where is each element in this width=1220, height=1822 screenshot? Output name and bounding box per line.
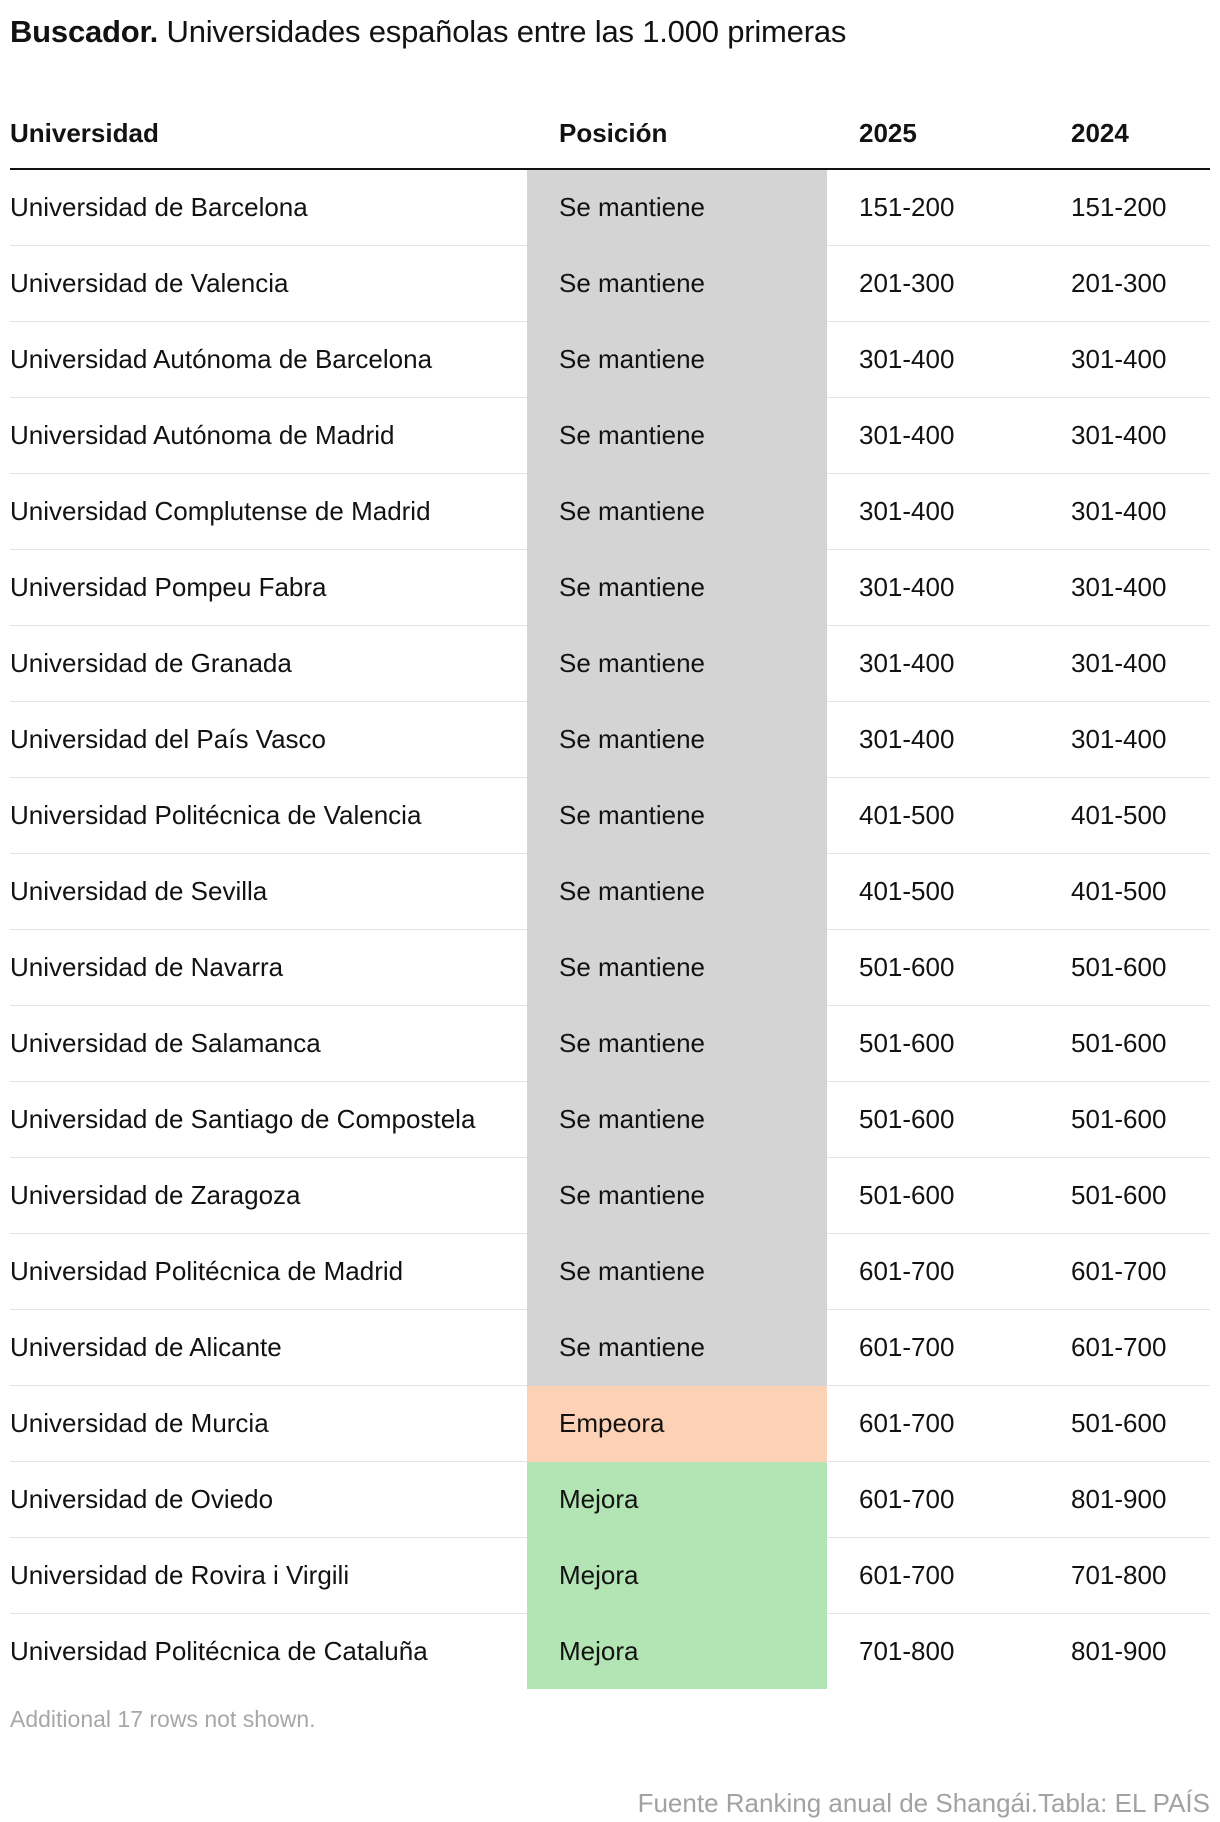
cell-2024: 801-900 bbox=[1039, 1462, 1210, 1538]
cell-posicion: Se mantiene bbox=[527, 1082, 827, 1158]
cell-2025: 601-700 bbox=[827, 1386, 1039, 1462]
cell-2025: 501-600 bbox=[827, 1006, 1039, 1082]
table-row bbox=[10, 474, 1210, 550]
cell-2024: 301-400 bbox=[1039, 398, 1210, 474]
cell-2024: 501-600 bbox=[1039, 1006, 1210, 1082]
table-row bbox=[10, 702, 1210, 778]
cell-2024: 501-600 bbox=[1039, 1082, 1210, 1158]
cell-2024: 301-400 bbox=[1039, 550, 1210, 626]
cell-2024: 151-200 bbox=[1039, 169, 1210, 246]
cell-posicion: Se mantiene bbox=[527, 550, 827, 626]
cell-universidad: Universidad Politécnica de Madrid bbox=[10, 1234, 527, 1310]
cell-universidad: Universidad de Valencia bbox=[10, 246, 527, 322]
cell-2025: 301-400 bbox=[827, 322, 1039, 398]
table-row bbox=[10, 1310, 1210, 1386]
cell-2025: 501-600 bbox=[827, 1082, 1039, 1158]
table-row bbox=[10, 778, 1210, 854]
cell-posicion: Se mantiene bbox=[527, 474, 827, 550]
cell-2025: 601-700 bbox=[827, 1462, 1039, 1538]
cell-2025: 301-400 bbox=[827, 474, 1039, 550]
cell-posicion: Empeora bbox=[527, 1386, 827, 1462]
cell-posicion: Mejora bbox=[527, 1462, 827, 1538]
cell-posicion: Se mantiene bbox=[527, 778, 827, 854]
cell-2025: 401-500 bbox=[827, 778, 1039, 854]
cell-universidad: Universidad de Barcelona bbox=[10, 169, 527, 246]
table-row bbox=[10, 930, 1210, 1006]
cell-2024: 801-900 bbox=[1071, 1636, 1167, 1666]
cell-universidad: Universidad de Navarra bbox=[10, 930, 527, 1006]
cell-2025: 501-600 bbox=[827, 930, 1039, 1006]
cell-2024: 401-500 bbox=[1039, 854, 1210, 930]
cell-universidad: Universidad de Granada bbox=[10, 626, 527, 702]
cell-2025: 201-300 bbox=[827, 246, 1039, 322]
cell-posicion: Se mantiene bbox=[527, 1310, 827, 1386]
table-row bbox=[10, 246, 1210, 322]
cell-posicion: Se mantiene bbox=[527, 930, 827, 1006]
table-header-row bbox=[10, 98, 1210, 169]
source-credit: Fuente Ranking anual de Shangái.Tabla: EL PAÍS bbox=[637, 1788, 1210, 1818]
cell-posicion: Se mantiene bbox=[527, 398, 827, 474]
cell-posicion: Se mantiene bbox=[527, 854, 827, 930]
cell-2024: 501-600 bbox=[1039, 930, 1210, 1006]
rows-not-shown-note: Additional 17 rows not shown. bbox=[10, 1706, 316, 1732]
cell-posicion: Se mantiene bbox=[527, 626, 827, 702]
table-row bbox=[10, 169, 1210, 246]
column-header-universidad[interactable]: Universidad bbox=[10, 98, 527, 169]
cell-universidad: Universidad Politécnica de Valencia bbox=[10, 778, 527, 854]
table-row bbox=[10, 1234, 1210, 1310]
cell-universidad: Universidad de Murcia bbox=[10, 1386, 527, 1462]
cell-posicion: Se mantiene bbox=[527, 246, 827, 322]
table-row bbox=[10, 626, 1210, 702]
cell-universidad: Universidad de Sevilla bbox=[10, 854, 527, 930]
cell-posicion: Se mantiene bbox=[527, 1006, 827, 1082]
cell-2025: 301-400 bbox=[827, 550, 1039, 626]
cell-2025: 701-800 bbox=[859, 1636, 955, 1666]
table-row bbox=[10, 854, 1210, 930]
cell-2024: 401-500 bbox=[1039, 778, 1210, 854]
cell-2024: 301-400 bbox=[1039, 626, 1210, 702]
table-row bbox=[10, 1614, 1210, 1690]
cell-posicion: Mejora bbox=[527, 1538, 827, 1614]
cell-2025: 301-400 bbox=[827, 398, 1039, 474]
universities-table bbox=[10, 98, 1210, 1689]
table-row bbox=[10, 1386, 1210, 1462]
cell-posicion: Se mantiene bbox=[527, 702, 827, 778]
cell-2025: 601-700 bbox=[827, 1234, 1039, 1310]
cell-universidad: Universidad Pompeu Fabra bbox=[10, 550, 527, 626]
cell-2024: 501-600 bbox=[1039, 1386, 1210, 1462]
cell-2024: 301-400 bbox=[1039, 474, 1210, 550]
cell-universidad: Universidad de Rovira i Virgili bbox=[10, 1538, 527, 1614]
cell-universidad: Universidad de Alicante bbox=[10, 1310, 527, 1386]
cell-2025: 601-700 bbox=[827, 1310, 1039, 1386]
cell-2024: 201-300 bbox=[1039, 246, 1210, 322]
cell-2024: 701-800 bbox=[1039, 1538, 1210, 1614]
table-row bbox=[10, 1462, 1210, 1538]
cell-2024: 301-400 bbox=[1039, 322, 1210, 398]
cell-universidad: Universidad de Salamanca bbox=[10, 1006, 527, 1082]
cell-universidad: Universidad de Zaragoza bbox=[10, 1158, 527, 1234]
cell-2024: 501-600 bbox=[1039, 1158, 1210, 1234]
cell-2024: 601-700 bbox=[1039, 1310, 1210, 1386]
page-title bbox=[10, 12, 846, 52]
table-row bbox=[10, 398, 1210, 474]
table-body bbox=[10, 169, 1210, 1689]
table-row bbox=[10, 1158, 1210, 1234]
cell-universidad: Universidad Autónoma de Madrid bbox=[10, 398, 527, 474]
cell-universidad: Universidad Complutense de Madrid bbox=[10, 474, 527, 550]
cell-2025: 301-400 bbox=[827, 626, 1039, 702]
title-text: Universidades españolas entre las 1.000 primeras bbox=[158, 14, 847, 49]
cell-posicion: Se mantiene bbox=[527, 1158, 827, 1234]
cell-2024: 601-700 bbox=[1039, 1234, 1210, 1310]
cell-universidad: Universidad Politécnica de Cataluña bbox=[10, 1636, 428, 1666]
column-header-posicion[interactable]: Posición bbox=[527, 98, 827, 169]
cell-posicion: Se mantiene bbox=[527, 169, 827, 246]
cell-2025: 601-700 bbox=[827, 1538, 1039, 1614]
table-row bbox=[10, 1006, 1210, 1082]
cell-2025: 401-500 bbox=[827, 854, 1039, 930]
title-bold: Buscador. bbox=[10, 14, 159, 49]
cell-posicion: Se mantiene bbox=[527, 1234, 827, 1310]
column-header-2025[interactable]: 2025 bbox=[827, 98, 1039, 169]
cell-2025: 501-600 bbox=[827, 1158, 1039, 1234]
cell-posicion: Mejora bbox=[527, 1614, 827, 1690]
cell-universidad: Universidad del País Vasco bbox=[10, 702, 527, 778]
cell-universidad: Universidad Autónoma de Barcelona bbox=[10, 322, 527, 398]
column-header-2024[interactable]: 2024 bbox=[1039, 98, 1210, 169]
cell-universidad: Universidad de Santiago de Compostela bbox=[10, 1082, 527, 1158]
table-row bbox=[10, 1082, 1210, 1158]
cell-2024: 301-400 bbox=[1039, 702, 1210, 778]
cell-universidad: Universidad de Oviedo bbox=[10, 1462, 527, 1538]
table-row bbox=[10, 322, 1210, 398]
cell-2025: 151-200 bbox=[827, 169, 1039, 246]
cell-2025: 301-400 bbox=[827, 702, 1039, 778]
cell-posicion: Se mantiene bbox=[527, 322, 827, 398]
table-row bbox=[10, 550, 1210, 626]
table-row bbox=[10, 1538, 1210, 1614]
